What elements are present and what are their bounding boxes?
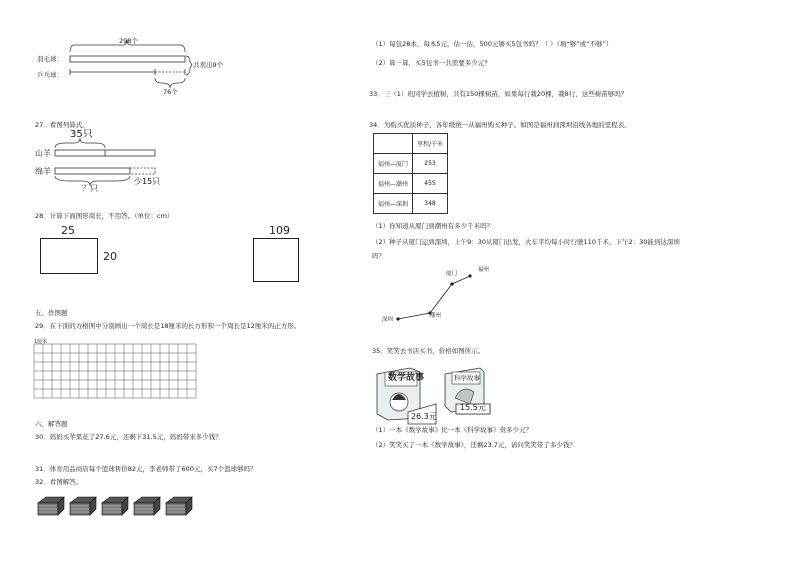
- route-cell: 福州—深圳: [374, 194, 413, 214]
- q26-side-label: 共卖出9个: [193, 61, 224, 69]
- q27-row1-label: 山羊: [35, 149, 51, 158]
- science-book-price: 15.5元: [460, 403, 486, 412]
- q31-text: 31．体育用品商店每个篮球售价82元，李老师带了600元，买7个篮球够吗？: [35, 465, 257, 473]
- q26-row1-label: 羽毛球：: [37, 55, 63, 63]
- city-fuzhou: 福州: [478, 267, 490, 273]
- distance-cell: 253: [413, 154, 448, 174]
- q27-less-label: 少15只: [134, 177, 161, 186]
- q26-bottom-label: 76个: [163, 88, 178, 96]
- math-book-title: 数学故事: [388, 373, 425, 383]
- science-book-title: 科学故事: [454, 374, 480, 382]
- city-chaozhou: 潮州: [430, 313, 442, 319]
- q29-title: 29．在下面的方格图中分别画出一个周长是18厘米的长方形和一个周长是12厘米的正方形。: [35, 322, 301, 330]
- q28-rect-height: 20: [103, 250, 117, 263]
- q28-square-side: 109: [269, 224, 290, 237]
- q35-title: 35．笑笑去书店买书，价格如图所示。: [372, 347, 485, 355]
- q27-question-label: ？只: [82, 184, 98, 193]
- route-cell: 福州—厦门: [374, 154, 413, 174]
- q32-title: 32．看图解答。: [35, 478, 83, 486]
- q29-unit-label: 1厘米: [34, 339, 48, 345]
- city-shenzhen: 深圳: [382, 317, 394, 323]
- q26-total: 298个: [119, 37, 138, 45]
- q30-text: 30．妈妈买苹果花了27.6元，还剩下31.5元，妈妈带来多少钱？: [35, 433, 222, 441]
- q35-sub1: （1）一本《数学故事》比一本《科学故事》贵多少元？: [372, 426, 533, 434]
- q34-sub2-line1: （2）种子从厦门运到深圳，上午9：30从厦门出发，火车平均每小时行驶110千米，下午2：30能到达深圳: [372, 238, 680, 246]
- q33-text: 33．三（1）班同学去植树，共有150棵树苗，如果每行栽20棵，栽8行，这些树苗够吗？: [369, 90, 628, 98]
- section5-heading: 五、作图题: [35, 309, 68, 317]
- q28-title: 28．计算下面图形周长，不用答。（单位：cm）: [35, 212, 174, 220]
- distance-cell: 455: [413, 174, 448, 194]
- math-book-price: 26.3元: [411, 412, 437, 421]
- q32-sub2: （2）算一算，买5包书一共需要多少元？: [372, 59, 491, 67]
- q27-title: 27．看图列算式。: [35, 121, 89, 129]
- distance-cell: 348: [413, 194, 448, 214]
- q35-sub2: （2）笑笑买了一本《数学故事》，还剩23.7元，请问笑笑带了多少钱？: [372, 441, 576, 449]
- q32-sub1: （1）每包28本，每本5元，估一估，500元够买5包书吗？（ ）（填“够”或“不够”）: [372, 40, 613, 48]
- section6-heading: 六、解答题: [35, 420, 68, 428]
- distance-table-header: 里程/千米: [413, 134, 448, 154]
- route-cell: 福州—潮州: [374, 174, 413, 194]
- q34-sub2-line2: 吗？: [372, 252, 385, 260]
- q28-rect-width: 25: [61, 224, 75, 237]
- q27-top-label: 35只: [70, 129, 93, 140]
- q27-row2-label: 绵羊: [35, 167, 51, 176]
- city-xiamen: 厦门: [446, 271, 458, 277]
- q26-row2-label: 乒乓球：: [37, 71, 63, 79]
- q34-title: 34．为购买优质种子，各年级统一从福州购买种子。如图是福州到深圳沿线各地的里程表。: [369, 121, 631, 129]
- q34-sub1: （1）你知道从厦门到潮州有多少千米吗？: [372, 222, 494, 230]
